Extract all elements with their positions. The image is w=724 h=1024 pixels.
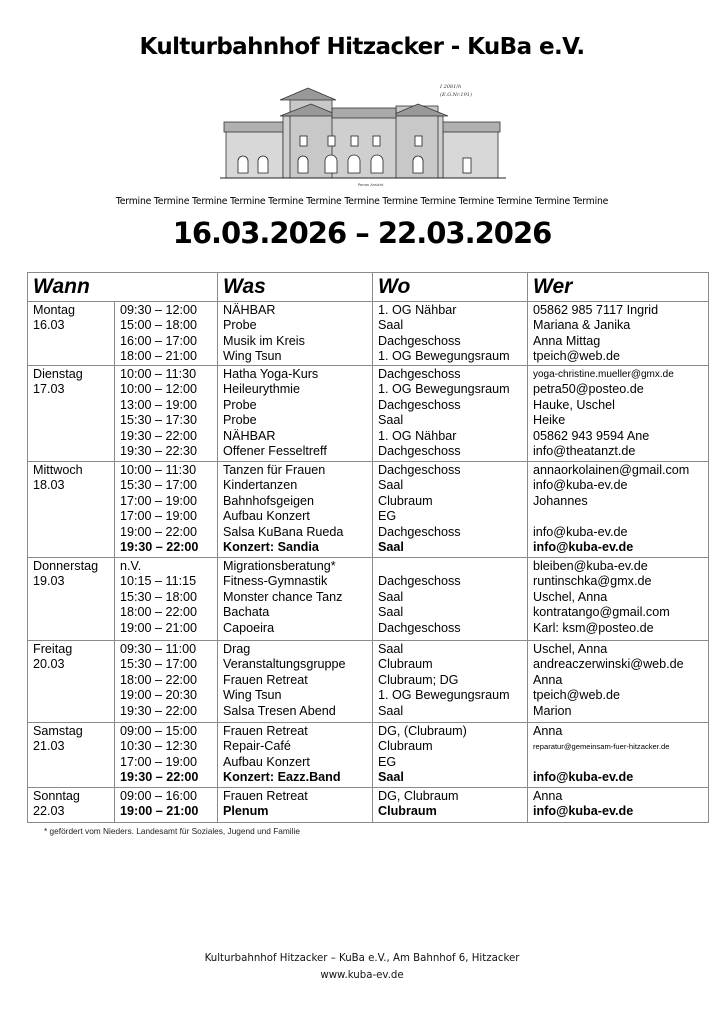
wer-entry: yoga-christine.mueller@gmx.de	[533, 369, 674, 380]
day-name: Donnerstag	[33, 559, 99, 573]
termine-banner: Termine Termine Termine Termine Termine Termine Termine Termine Termine Termine Termine Termine Termine	[115, 196, 609, 207]
page-footer	[0, 950, 724, 984]
wer-entry	[533, 755, 703, 770]
time-entry: 09:00 – 15:00	[120, 724, 198, 738]
day-row-donnerstag	[28, 558, 709, 641]
was-cell	[218, 462, 373, 558]
wo-entry: 1. OG Bewegungsraum	[378, 382, 510, 397]
wer-cell	[528, 723, 709, 788]
was-entry: Konzert: Sandia	[223, 539, 319, 554]
was-entry: Wing Tsun	[223, 688, 282, 703]
time-entry: 19:30 – 22:00	[120, 539, 199, 554]
time-entry: 18:00 – 22:00	[120, 605, 198, 620]
date-range: 16.03.2026 – 22.03.2026	[172, 216, 552, 250]
was-entry: Monster chance Tanz	[223, 589, 343, 604]
day-date: 18.03	[33, 478, 65, 493]
was-entry: Migrationsberatung*	[223, 559, 336, 573]
time-entry: 15:30 – 18:00	[120, 589, 198, 604]
wer-entry: kontratango@gmail.com	[533, 605, 670, 620]
archive-annotation: I 2081/h	[440, 84, 462, 90]
wo-cell	[373, 462, 528, 558]
wer-entry: Hauke, Uschel	[533, 397, 615, 412]
wo-entry: Clubraum	[378, 804, 437, 819]
day-date: 19.03	[33, 574, 65, 589]
time-entry: 16:00 – 17:00	[120, 333, 198, 348]
wo-entry: Dachgeschoss	[378, 463, 461, 477]
wer-cell	[528, 366, 709, 462]
was-entry: Wing Tsun	[223, 349, 282, 364]
day-date: 20.03	[33, 657, 65, 672]
schedule-body	[28, 302, 709, 823]
wo-entry: Clubraum; DG	[378, 672, 459, 687]
was-entry: Konzert: Eazz.Band	[223, 770, 341, 785]
wo-entry: Dachgeschoss	[378, 620, 461, 635]
time-entry: 10:00 – 11:30	[120, 367, 197, 381]
wer-entry: tpeich@web.de	[533, 349, 621, 364]
day-date: 22.03	[33, 804, 65, 819]
time-entry: 15:00 – 18:00	[120, 318, 198, 333]
wo-entry: Saal	[378, 770, 404, 785]
was-entry: Frauen Retreat	[223, 789, 308, 803]
wer-cell	[528, 558, 709, 641]
day-date: 17.03	[33, 382, 65, 397]
wo-cell	[373, 723, 528, 788]
time-entry: 17:00 – 19:00	[120, 754, 198, 769]
wer-entry: bleiben@kuba-ev.de	[533, 559, 648, 573]
wer-entry: Anna	[533, 724, 563, 738]
wer-entry: andreaczerwinski@web.de	[533, 657, 684, 672]
was-entry: Bachata	[223, 605, 270, 620]
wo-entry: 1. OG Nähbar	[378, 428, 457, 443]
day-row-freitag	[28, 641, 709, 723]
time-entry: 19:30 – 22:00	[120, 428, 198, 443]
wer-entry: info@kuba-ev.de	[533, 478, 628, 493]
was-cell	[218, 558, 373, 641]
time-entry: 19:30 – 22:30	[120, 443, 198, 458]
time-cell	[115, 462, 218, 558]
wer-entry: 05862 943 9594 Ane	[533, 428, 650, 443]
was-entry: Musik im Kreis	[223, 333, 305, 348]
wo-entry: EG	[378, 754, 397, 769]
was-entry: Salsa KuBana Rueda	[223, 524, 344, 539]
was-entry: Frauen Retreat	[223, 724, 308, 738]
wo-entry: Dachgeschoss	[378, 397, 461, 412]
day-cell	[28, 723, 115, 788]
archive-annotation-2: (E.G.Nr.191)	[440, 92, 472, 98]
was-entry: Drag	[223, 642, 251, 656]
wer-cell	[528, 788, 709, 823]
header-wann: Wann	[28, 273, 218, 302]
wer-entry: Johannes	[533, 493, 588, 508]
day-row-mittwoch	[28, 462, 709, 558]
wo-entry: Saal	[378, 318, 404, 333]
day-row-sonntag	[28, 788, 709, 823]
time-entry: 19:30 – 22:00	[120, 770, 199, 785]
day-date: 21.03	[33, 739, 65, 754]
wer-entry: info@kuba-ev.de	[533, 804, 634, 819]
wo-entry: 1. OG Bewegungsraum	[378, 349, 510, 364]
wer-cell	[528, 462, 709, 558]
wer-entry: Uschel, Anna	[533, 589, 608, 604]
time-cell	[115, 641, 218, 723]
was-entry: Veranstaltungsgruppe	[223, 657, 346, 672]
time-entry: 15:30 – 17:30	[120, 413, 198, 428]
time-entry: 10:30 – 12:30	[120, 739, 198, 754]
time-entry: 19:00 – 21:00	[120, 620, 198, 635]
was-entry: Heileurythmie	[223, 382, 300, 397]
wo-entry: Dachgeschoss	[378, 574, 461, 589]
wer-entry: info@theatanzt.de	[533, 443, 636, 458]
building-drawing-caption: Perron Ansicht	[358, 183, 384, 187]
wo-cell	[373, 366, 528, 462]
wo-entry: 1. OG Nähbar	[378, 303, 457, 317]
was-entry: Bahnhofsgeigen	[223, 493, 315, 508]
wer-entry: Karl: ksm@posteo.de	[533, 620, 654, 635]
day-row-montag	[28, 302, 709, 366]
time-entry: 19:30 – 22:00	[120, 703, 198, 718]
wer-entry: info@kuba-ev.de	[533, 770, 634, 785]
wo-entry: DG, (Clubraum)	[378, 724, 467, 738]
time-entry: 10:00 – 11:30	[120, 463, 197, 477]
wo-entry: Clubraum	[378, 493, 433, 508]
footnote: * gefördert vom Nieders. Landesamt für Soziales, Jugend und Familie	[44, 826, 300, 836]
wer-cell	[528, 641, 709, 723]
day-name: Sonntag	[33, 789, 80, 803]
wo-cell	[373, 302, 528, 366]
schedule-table	[27, 272, 709, 823]
footer-website: www.kuba-ev.de	[320, 970, 404, 981]
was-entry: NÄHBAR	[223, 428, 276, 443]
was-entry: Probe	[223, 413, 257, 428]
wo-cell	[373, 788, 528, 823]
time-entry: 10:15 – 11:15	[120, 574, 197, 589]
was-entry: Aufbau Konzert	[223, 754, 310, 769]
wo-entry: Saal	[378, 605, 404, 620]
day-name: Dienstag	[33, 367, 83, 381]
was-entry: Offener Fesseltreff	[223, 443, 327, 458]
was-entry: Plenum	[223, 804, 269, 819]
wer-entry: runtinschka@gmx.de	[533, 574, 652, 589]
wo-cell	[373, 558, 528, 641]
time-entry: 17:00 – 19:00	[120, 509, 198, 524]
time-cell	[115, 723, 218, 788]
was-entry: Repair-Café	[223, 739, 291, 754]
header-was: Was	[218, 273, 373, 302]
was-cell	[218, 641, 373, 723]
header-wer: Wer	[528, 273, 709, 302]
was-entry: Aufbau Konzert	[223, 509, 310, 524]
wer-entry: petra50@posteo.de	[533, 382, 644, 397]
time-entry: 18:00 – 22:00	[120, 672, 198, 687]
was-entry: Probe	[223, 318, 257, 333]
wo-entry: Clubraum	[378, 657, 433, 672]
page-title: Kulturbahnhof Hitzacker - KuBa e.V.	[139, 34, 585, 60]
time-cell	[115, 302, 218, 366]
was-entry: Probe	[223, 397, 257, 412]
wer-entry: tpeich@web.de	[533, 688, 621, 703]
was-cell	[218, 788, 373, 823]
was-entry: Frauen Retreat	[223, 672, 308, 687]
wer-cell	[528, 302, 709, 366]
day-cell	[28, 462, 115, 558]
wo-entry: Saal	[378, 478, 404, 493]
wo-entry: Saal	[378, 539, 404, 554]
day-cell	[28, 302, 115, 366]
wo-entry: Saal	[378, 413, 404, 428]
footer-address: Kulturbahnhof Hitzacker – KuBa e.V., Am Bahnhof 6, Hitzacker	[204, 953, 520, 964]
wer-entry: info@kuba-ev.de	[533, 524, 628, 539]
table-header-row	[28, 273, 709, 302]
time-entry: 09:00 – 16:00	[120, 789, 198, 803]
wo-entry: EG	[378, 509, 397, 524]
time-cell	[115, 788, 218, 823]
time-entry: 19:00 – 21:00	[120, 804, 199, 819]
wer-entry: annaorkolainen@gmail.com	[533, 463, 690, 477]
wo-entry: Dachgeschoss	[378, 524, 461, 539]
building-drawing-image	[218, 78, 508, 193]
was-entry: Hatha Yoga-Kurs	[223, 367, 319, 381]
wer-entry: Anna	[533, 672, 563, 687]
time-entry: 09:30 – 11:00	[120, 642, 197, 656]
building-illustration	[220, 88, 506, 178]
wo-entry	[378, 559, 522, 574]
header-wo: Wo	[373, 273, 528, 302]
time-cell	[115, 558, 218, 641]
wer-entry: Uschel, Anna	[533, 642, 608, 656]
was-entry: Kindertanzen	[223, 478, 298, 493]
wo-entry: Clubraum	[378, 739, 433, 754]
day-row-samstag	[28, 723, 709, 788]
wo-entry: Saal	[378, 703, 404, 718]
time-entry: 17:00 – 19:00	[120, 493, 198, 508]
time-cell	[115, 366, 218, 462]
time-entry: 09:30 – 12:00	[120, 303, 198, 317]
time-entry: 18:00 – 21:00	[120, 349, 198, 364]
wo-entry: 1. OG Bewegungsraum	[378, 688, 510, 703]
wer-entry: info@kuba-ev.de	[533, 539, 634, 554]
day-cell	[28, 366, 115, 462]
wo-entry: Dachgeschoss	[378, 443, 461, 458]
time-entry: 13:00 – 19:00	[120, 397, 198, 412]
wo-entry: Saal	[378, 589, 404, 604]
wer-entry: reparatur@gemeinsam-fuer-hitzacker.de	[533, 742, 670, 752]
day-row-dienstag	[28, 366, 709, 462]
day-cell	[28, 641, 115, 723]
wer-entry: Heike	[533, 413, 566, 428]
was-entry: Fitness-Gymnastik	[223, 574, 328, 589]
wo-entry: Saal	[378, 642, 404, 656]
was-entry: Tanzen für Frauen	[223, 463, 326, 477]
time-entry: 19:00 – 22:00	[120, 524, 198, 539]
time-entry: 10:00 – 12:00	[120, 382, 198, 397]
wer-entry: 05862 985 7117 Ingrid	[533, 303, 659, 317]
wo-entry: Dachgeschoss	[378, 333, 461, 348]
time-entry: 19:00 – 20:30	[120, 688, 198, 703]
was-entry: Salsa Tresen Abend	[223, 703, 336, 718]
wer-entry: Mariana & Janika	[533, 318, 631, 333]
wo-entry: Dachgeschoss	[378, 367, 461, 381]
day-date: 16.03	[33, 318, 65, 333]
day-name: Montag	[33, 303, 76, 317]
was-cell	[218, 723, 373, 788]
time-entry: n.V.	[120, 559, 142, 573]
time-entry: 15:30 – 17:00	[120, 478, 198, 493]
wer-entry: Marion	[533, 703, 572, 718]
day-cell	[28, 558, 115, 641]
day-name: Mittwoch	[33, 463, 83, 477]
was-cell	[218, 302, 373, 366]
was-cell	[218, 366, 373, 462]
wo-entry: DG, Clubraum	[378, 789, 459, 803]
was-entry: NÄHBAR	[223, 303, 276, 317]
was-entry: Capoeira	[223, 620, 275, 635]
day-cell	[28, 788, 115, 823]
wer-entry	[533, 509, 703, 524]
day-name: Freitag	[33, 642, 73, 656]
wo-cell	[373, 641, 528, 723]
time-entry: 15:30 – 17:00	[120, 657, 198, 672]
wer-entry: Anna Mittag	[533, 333, 601, 348]
day-name: Samstag	[33, 724, 83, 738]
wer-entry: Anna	[533, 789, 563, 803]
